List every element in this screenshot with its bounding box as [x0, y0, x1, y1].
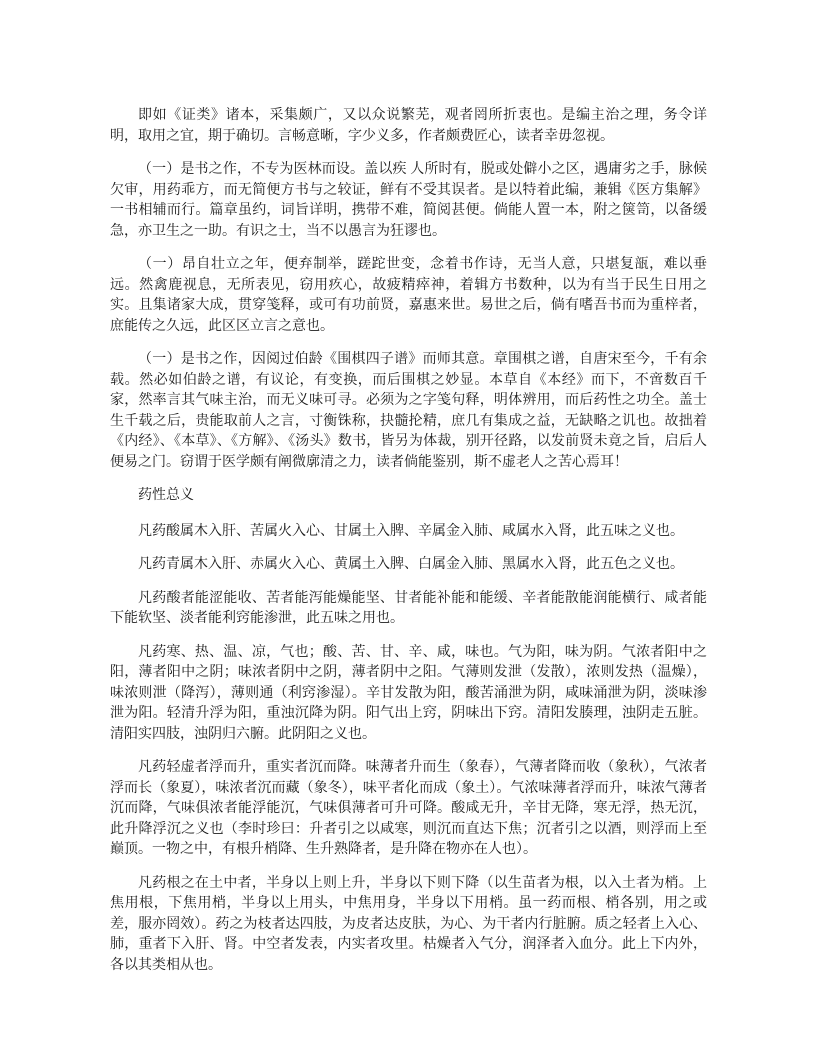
intro-paragraph-1: 即如《证类》诸本，采集颇广，又以众说繁芜，观者罔所折衷也。是编主治之理，务令详明，取用之宜，期于确切。言畅意晰，字少义多，作者颇费匠心，读者幸毋忽视。 [110, 108, 707, 144]
intro-paragraph-4: （一）是书之作，因阅过伯龄《围棋四子谱》而师其意。章围棋之谱，自唐宋至今，千有余载。然必如伯龄之谱，有议论，有变换，而后围棋之妙显。本草自《本经》而下，不啻数百千家，然率言其气味主治，而无义味可寻。必须为之字笺句释，明体辨用，而后药性之功全。盖士生千载之后，贵能取前人之言，寸衡铢称，抉髓抡精，庶几有集成之益，无缺略之讥也。故拙着《内经》、《本草》、《方解》、《汤头》数书，皆另为体裁，别开径路，以发前贤未竟之旨，启后人便易之门。窃谓于医学颇有阐微廓清之力，读者倘能鉴别，斯不虚老人之苦心焉耳！ [110, 352, 707, 470]
text-column [110, 106, 707, 989]
body-paragraph-five-flavor-uses: 凡药酸者能涩能收、苦者能泻能燥能坚、甘者能补能和能缓、辛者能散能润能横行、咸者能下能软坚、淡者能利窍能渗泄，此五味之用也。 [110, 590, 707, 626]
intro-paragraph-2: （一）是书之作，不专为医林而设。盖以疾 人所时有，脱或处僻小之区，遇庸劣之手，脉候欠审，用药乖方，而无简便方书与之较证，鲜有不受其误者。是以特着此编，兼辑《医方集解》一书相辅而行。篇章虽约，词旨详明，携带不难，简阅甚便。倘能人置一本，附之箧笥，以备缓急，亦卫生之一助。有识之士，当不以愚言为狂谬也。 [110, 162, 707, 239]
body-paragraph-five-flavors: 凡药酸属木入肝、苦属火入心、甘属土入脾、辛属金入肺、咸属水入肾，此五味之义也。 [138, 523, 684, 539]
body-paragraph-floating-sinking: 凡药轻虚者浮而升，重实者沉而降。味薄者升而生（象春），气薄者降而收（象秋），气浓者浮而长（象夏），味浓者沉而藏（象冬），味平者化而成（象土）。气浓味薄者浮而升，味浓气薄者沉而降，气味俱浓者能浮能沉，气味俱薄者可升可降。酸咸无升，辛甘无降，寒无浮，热无沉，此升降浮沉之义也（李时珍曰：升者引之以咸寒，则沉而直达下焦；沉者引之以酒，则浮而上至巅顶。一物之中，有根升梢降、生升熟降者，是升降在物亦在人也）。 [110, 760, 707, 857]
intro-paragraph-3: （一）昂自壮立之年，便弃制举，蹉跎世变，念着书作诗，无当人意，只堪复瓿，难以垂远。然禽鹿视息，无所表见，窃用疚心，故疲精瘁神，着辑方书数种，以为有当于民生日用之实。且集诸家大成，贯穿笺释，或可有功前贤，嘉惠来世。易世之后，倘有嗜吾书而为重梓者，庶能传之久远，此区区立言之意也。 [110, 257, 707, 334]
section-heading: 药性总义 [138, 488, 194, 503]
body-paragraph-roots: 凡药根之在土中者，半身以上则上升，半身以下则下降（以生苗者为根，以入土者为梢。上焦用根，下焦用梢，半身以上用头，中焦用身，半身以下用梢。虽一药而根、梢各别，用之或差，服亦罔效）。药之为枝者达四肢，为皮者达皮肤，为心、为干者内行脏腑。质之轻者上入心、肺，重者下入肝、肾。中空者发表，内实者攻里。枯燥者入气分，润泽者入血分。此上下内外，各以其类相从也。 [110, 875, 707, 973]
body-paragraph-five-colors: 凡药青属木入肝、赤属火入心、黄属土入脾、白属金入肺、黑属水入肾，此五色之义也。 [138, 557, 684, 572]
body-paragraph-yin-yang: 凡药寒、热、温、凉，气也；酸、苦、甘、辛、咸，味也。气为阳，味为阴。气浓者阳中之阳，薄者阳中之阴；味浓者阴中之阴，薄者阴中之阳。气薄则发泄（发散），浓则发热（温燥），味浓则泄（降泻），薄则通（利窍渗湿）。辛甘发散为阳，酸苦涌泄为阴，咸味涌泄为阴，淡味渗泄为阳。轻清升浮为阳，重浊沉降为阴。阳气出上窍，阴味出下窍。清阳发腠理，浊阴走五脏。清阳实四肢，浊阴归六腑。此阴阳之义也。 [110, 644, 707, 742]
